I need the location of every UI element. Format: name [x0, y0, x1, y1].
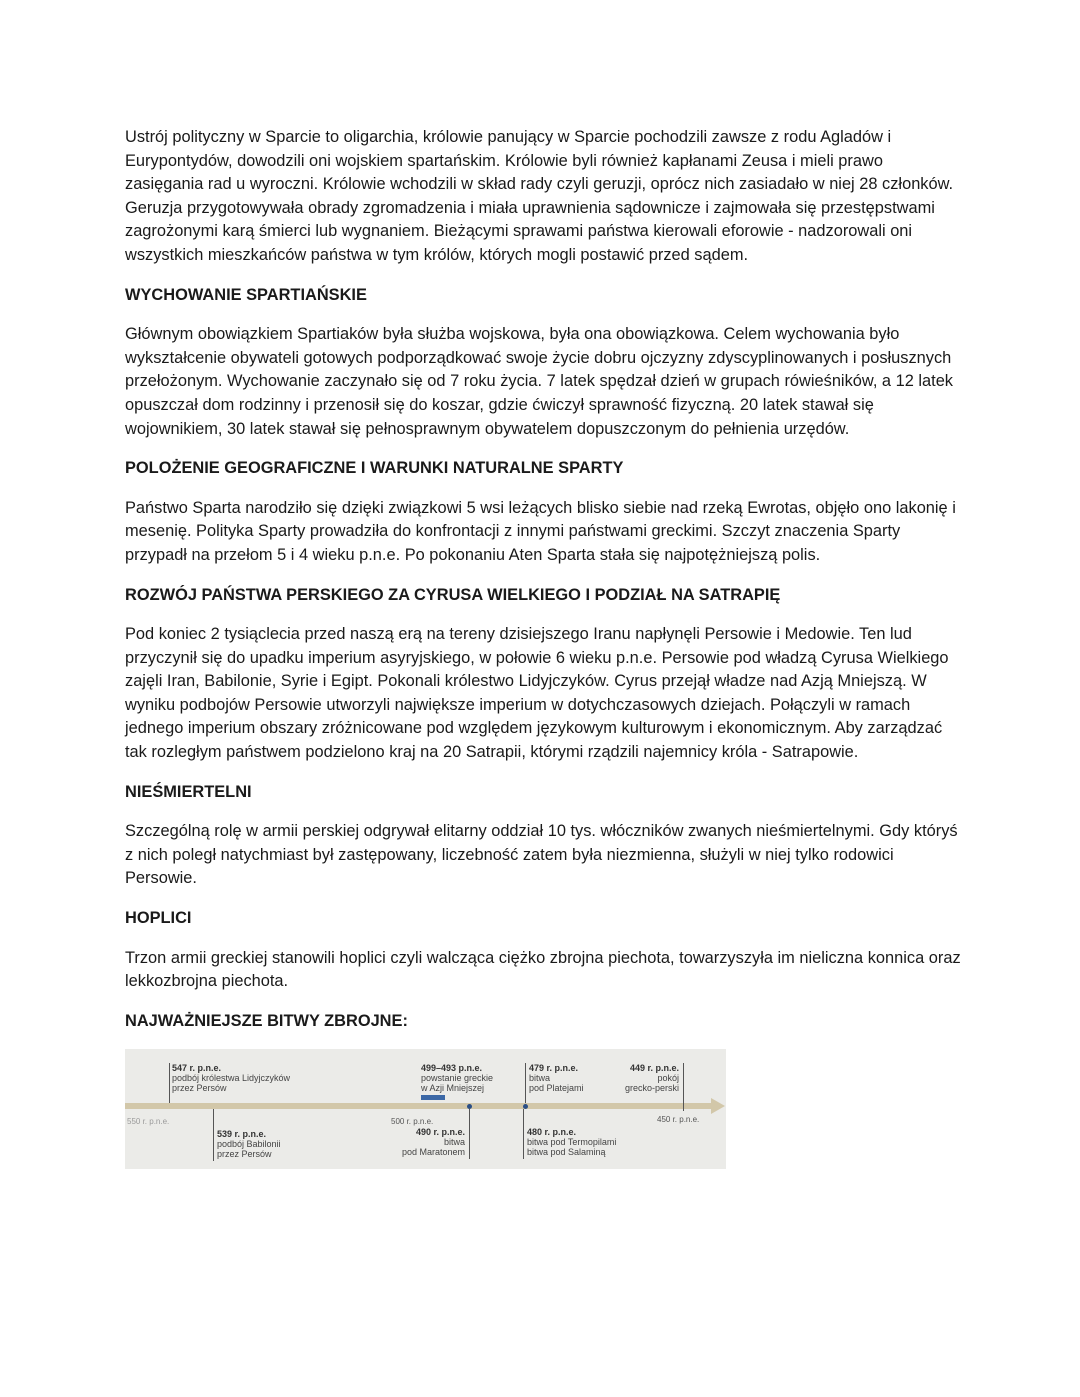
timeline-arrow-icon	[711, 1098, 725, 1114]
event-539-line1: podbój Babilonii	[217, 1139, 281, 1150]
axis-label-end: 450 r. p.n.e.	[657, 1115, 700, 1125]
event-449-line1: pokój	[657, 1073, 679, 1084]
event-490-line1: bitwa	[443, 1137, 465, 1148]
event-490	[393, 1127, 465, 1157]
tick-547	[169, 1063, 170, 1103]
tick-490	[469, 1109, 470, 1159]
paragraph-niesmiertelni: Szczególną rolę w armii perskiej odgrywał elitarny oddział 10 tys. włóczników zwanych nieśmiertelnymi. Gdy któryś z nich poległ natychmiast był zastępowany, liczebność zatem była niezmienna, służyli w niej tylko rodowici Persowie.	[125, 822, 958, 888]
event-479	[529, 1063, 584, 1093]
event-490-line2: pod Maratonem	[401, 1147, 465, 1158]
event-547	[172, 1063, 290, 1093]
heading-polozenie: POLOŻENIE GEOGRAFICZNE I WARUNKI NATURALNE SPARTY	[125, 459, 624, 478]
heading-hoplici: HOPLICI	[125, 909, 192, 928]
tick-480	[523, 1109, 524, 1159]
event-480-year: 480 r. p.n.e.	[527, 1127, 577, 1138]
battles-timeline	[125, 1049, 726, 1169]
heading-bitwy: NAJWAŻNIEJSZE BITWY ZBROJNE:	[125, 1011, 408, 1030]
event-479-line2: pod Platejami	[529, 1083, 584, 1094]
paragraph-wychowanie: Głównym obowiązkiem Spartiaków była służba wojskowa, była ona obowiązkowa. Celem wychowania było wykształcenie obywateli gotowych podporządkować swoje życie dobru ojczyzny zdyscyplinowanych i posłusznych przełożonym. Wychowanie zaczynało się od 7 roku życia. 7 latek spędzał dzień w grupach rówieśników, a 12 latek opuszczał dom rodzinny i przenosił się do koszar, gdzie ćwiczył sprawność fizyczną. 20 latek stawał się wojownikiem, 30 latek stawał się pełnosprawnym obywatelem dopuszczonym do pełnienia urzędów.	[125, 325, 953, 438]
axis-label-start: 550 r. p.n.e.	[127, 1117, 170, 1127]
intro-paragraph: Ustrój polityczny w Sparcie to oligarchia, królowie panujący w Sparcie pochodzili zawsze z rodu Agladów i Eurypontydów, dowodzili oni wojskiem spartańskim. Królowie byli również kapłanami Zeusa i mieli prawo zasięgania rad u wyroczni. Królowie wchodzili w skład rady czyli geruzji, oprócz nich zasiadało w niej 28 członków. Geruzja przygotowywała obrady zgromadzenia i miała uprawnienia sądownicze i zajmowała się przestępstwami zagrożonymi karą śmierci lub wygnaniem. Bieżącymi sprawami państwa kierowali eforowie - nadzorowali oni wszystkich mieszkańców państwa w tym królów, których mogli postawić przed sądem.	[125, 128, 954, 264]
event-547-year: 547 r. p.n.e.	[172, 1063, 222, 1074]
event-449-line2: grecko-perski	[624, 1083, 679, 1094]
event-449	[603, 1063, 679, 1093]
tick-449	[683, 1063, 684, 1111]
tick-479	[525, 1063, 526, 1103]
heading-niesmiertelni: NIEŚMIERTELNI	[125, 782, 252, 801]
uprising-period-band	[421, 1095, 445, 1100]
paragraph-hoplici: Trzon armii greckiej stanowili hoplici czyli walcząca ciężko zbrojna piechota, towarzyszyła im nieliczna konnica oraz lekkozbrojna piechota.	[125, 948, 961, 991]
event-449-year: 449 r. p.n.e.	[629, 1063, 679, 1074]
heading-persja: ROZWÓJ PAŃSTWA PERSKIEGO ZA CYRUSA WIELKIEGO I PODZIAŁ NA SATRAPIĘ	[125, 585, 781, 604]
event-539-line2: przez Persów	[217, 1149, 272, 1160]
paragraph-persja: Pod koniec 2 tysiąclecia przed naszą erą na tereny dzisiejszego Iranu napłynęli Persowie i Medowie. Ten lud przyczynił się do upadku imperium asyryjskiego, w połowie 6 wieku p.n.e. Persowie pod władzą Cyrusa Wielkiego zajęli Iran, Babilonie, Syrie i Egipt. Pokonali królestwo Lidyjczyków. Cyrus przejął władze nad Azją Mniejszą. W wyniku podbojów Persowie utworzyli największe imperium w dotychczasowych dziejach. Połączyli w ramach jednego imperium obszary zróżnicowane pod względem językowym kulturowym i ekonomicznym. Aby zarządzać tak rozległym państwem podzielono kraj na 20 Satrapii, którymi rządzili najemnicy króla - Satrapowie.	[125, 625, 949, 762]
heading-wychowanie: WYCHOWANIE SPARTIAŃSKIE	[125, 285, 367, 304]
event-539-year: 539 r. p.n.e.	[217, 1129, 267, 1140]
paragraph-polozenie: Państwo Sparta narodziło się dzięki związkowi 5 wsi leżących blisko siebie nad rzeką Ewrotas, objęło ono lakonię i mesenię. Polityka Sparty prowadziła do konfrontacji z innymi państwami greckimi. Szczyt znaczenia Sparty przypadł na przełom 5 i 4 wieku p.n.e. Po pokonaniu Aten Sparta stała się najpotężniejszą polis.	[125, 498, 956, 564]
event-480	[527, 1127, 616, 1157]
event-539	[217, 1129, 281, 1159]
event-499-line2: w Azji Mniejszej	[421, 1083, 485, 1094]
event-480-line2: bitwa pod Salaminą	[527, 1147, 606, 1158]
event-499-line1: powstanie greckie	[421, 1073, 494, 1084]
event-479-year: 479 r. p.n.e.	[529, 1063, 579, 1074]
event-490-year: 490 r. p.n.e.	[415, 1127, 465, 1138]
event-499-year: 499–493 p.n.e.	[421, 1063, 483, 1074]
event-547-line2: przez Persów	[172, 1083, 227, 1094]
event-547-line1: podbój królestwa Lidyjczyków	[172, 1073, 291, 1084]
event-499	[421, 1063, 493, 1093]
axis-label-mid: 500 r. p.n.e.	[391, 1117, 434, 1127]
document-page	[125, 126, 965, 1169]
event-480-line1: bitwa pod Termopilami	[527, 1137, 617, 1148]
tick-539	[213, 1109, 214, 1161]
event-479-line1: bitwa	[529, 1073, 551, 1084]
